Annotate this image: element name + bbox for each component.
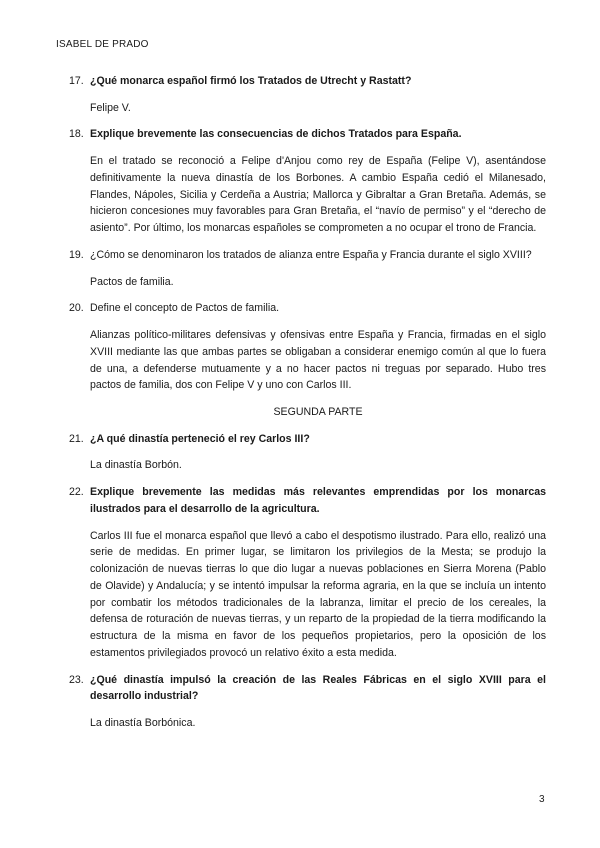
answer-17: Felipe V. [90,101,131,114]
question-21 [70,431,546,448]
page-number: 3 [539,794,545,805]
answer-18: En el tratado se reconoció a Felipe d'Anjou como rey de España (Felipe V), asentándose definitivamente la nueva dinastía de los Borbones. A cambio España cedió el Milanesado, Flandes, Nápoles, Sicilia y Cerdeña a Austria; Mallorca y Gibraltar a Gran Bretaña. Además, se hicieron concesiones muy favorables para Gran Bretaña, el “navío de permiso” y el “derecho de asiento”. Por último, los monarcas españoles se comprometen a no ocupar el trono de Francia. [90,155,546,235]
qa-item-18 [70,126,546,236]
question-number: 17. [69,75,84,87]
question-text: ¿Qué monarca español firmó los Tratados de Utrecht y Rastatt? [90,75,412,87]
question-number: 18. [69,128,84,141]
qa-item-21 [70,431,546,474]
section-title: SEGUNDA PARTE [273,406,363,419]
question-22 [70,484,546,517]
question-19 [70,247,546,264]
question-text: ¿Cómo se denominaron los tratados de alianza entre España y Francia durante el siglo XVIII? [90,248,532,261]
question-18 [70,126,546,143]
qa-item-19 [70,247,546,290]
answer-21: La dinastía Borbón. [90,459,182,472]
question-17 [70,73,546,90]
question-20 [70,300,546,317]
answer-23: La dinastía Borbónica. [90,717,196,730]
answer-19: Pactos de familia. [90,275,174,288]
qa-item-17 [70,73,546,116]
answer-20: Alianzas político-militares defensivas y ofensivas entre España y Francia, firmadas en el siglo XVIII mediante las que ambas partes se obligaban a considerar enemigo común al que lo fuera de una, a defenderse mutuamente y a no hacer pactos ni treguas por separado. Hubo tres pactos de familia, dos con Felipe V y uno con Carlos III. [90,329,546,392]
question-number: 22. [69,486,84,499]
question-text: Explique brevemente las consecuencias de dichos Tratados para España. [90,128,462,141]
qa-item-22 [70,484,546,661]
question-number: 20. [69,302,84,315]
qa-item-23 [70,672,546,732]
question-number: 23. [69,673,84,686]
document-body [70,73,546,742]
answer-22: Carlos III fue el monarca español que llevó a cabo el despotismo ilustrado. Para ello, realizó una serie de medidas. En primer lugar, se limitaron los privilegios de la Mesta; se produjo la colonización de nuevas tierras lo que dio lugar a nuevas poblaciones en Sierra Morena (Pablo de Olavide) y Andalucía; y se intentó impulsar la reforma agraria, en la que se incluía un intento por combatir los métodos tradicionales de la labranza, limitar el precio de los cereales, la defensa de roturación de nuevas tierras, y un reparto de la propiedad de la tierra modificando la estructura de la misma en favor de los pequeños propietarios, pero la oposición de los estamentos privilegiados provocó un relativo éxito a esta medida. [90,529,546,659]
question-text: ¿A qué dinastía perteneció el rey Carlos III? [90,432,310,445]
qa-item-20 [70,300,546,394]
question-number: 21. [69,432,84,445]
page-header-author: ISABEL DE PRADO [56,39,149,50]
question-text: Explique brevemente las medidas más relevantes emprendidas por los monarcas ilustrados para el desarrollo de la agricultura. [90,486,546,515]
question-text: ¿Qué dinastía impulsó la creación de las Reales Fábricas en el siglo XVIII para el desarrollo industrial? [90,673,546,703]
question-23 [70,672,546,705]
question-text: Define el concepto de Pactos de familia. [90,302,280,315]
question-number: 19. [69,248,84,261]
